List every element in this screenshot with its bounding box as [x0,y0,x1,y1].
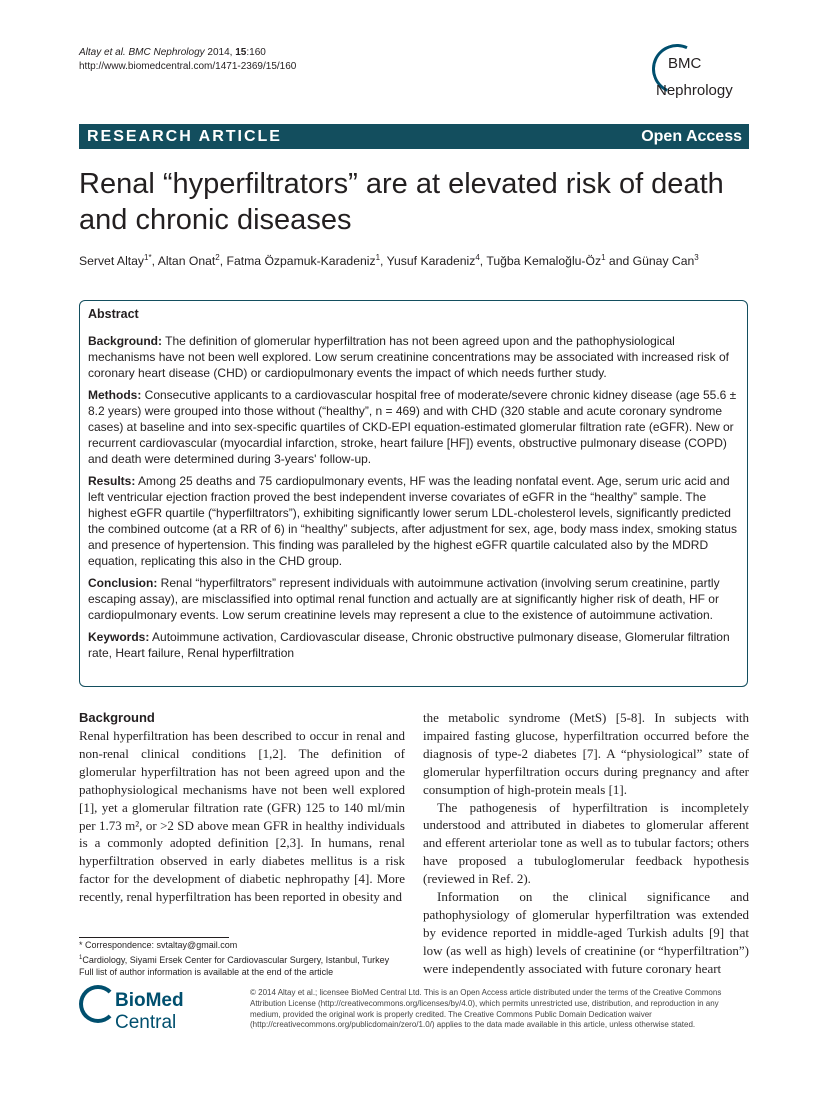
abstract-conclusion [88,575,740,623]
citation-issue: :160 [246,47,266,58]
author-affiliation-sup: 2 [215,253,220,262]
author-name: Yusuf Karadeniz [386,254,476,269]
body-column-right [423,709,749,978]
section-text: Renal “hyperfiltrators” represent individuals with autoimmune activation (involving serum creatinine, partly escaping assay), are misclassified into optimal renal function and actually are at significantly higher risk of death, HF or cardiopulmonary events. Low serum creatinine levels may represent a clue to the existence of autoimmune activation. [88,576,720,622]
citation-volume: 15 [235,47,247,58]
logo-normal: Central [115,1012,177,1033]
author-name: Altan Onat [157,254,216,269]
abstract-results [88,473,740,569]
body-paragraph: Renal hyperfiltration has been described to occur in renal and non-renal clinical conditions [1,2]. The definition of glomerular hyperfiltration has not been agreed upon and the pathophysiological mechanisms have not been well explored [1], yet a glomerular filtration rate (GFR) 125 to 140 ml/min per 1.73 m², or >2 SD above mean GFR in healthy individuals is a commonly adopted definition [2,3]. In humans, renal hyperfiltration observed in early diabetes mellitus is a risk factor for the development of diabetic nephropathy [4]. More recently, renal hyperfiltration has been reported in obesity and [79,728,405,905]
body-paragraph: the metabolic syndrome (MetS) [5-8]. In subjects with impaired fasting glucose, hyperfiltration occurred before the diagnosis of type-2 diabetes [7]. A “physiological” state of glomerular hyperfiltration occurs during pregnancy and after consumption of high-protein meals [1]. [423,710,749,797]
research-article-label: RESEARCH ARTICLE [87,128,282,145]
author-separator: and [605,254,633,269]
author-affiliation-sup: 1* [144,253,152,262]
section-text: The definition of glomerular hyperfiltration has not been agreed upon and the pathophysiological mechanisms have not been well explored. Low serum creatinine concentrations may be associated with increased risk of coronary heart disease (CHD) or cardiopulmonary events the impact of which needs further study. [88,334,729,380]
license-text: © 2014 Altay et al.; licensee BioMed Central Ltd. This is an Open Access article distributed under the terms of the Creative Commons Attribution License (http://creativecommons.org/licenses/by/4.0), which permits unrestricted use, distribution, and reproduction in any medium, provided the original work is properly credited. The Creative Commons Public Domain Dedication waiver (http://creativecommons.org/publicdomain/zero/1.0/) applies to the data made available in this article, unless otherwise stated. [250,988,722,1030]
full-list-note: Full list of author information is available at the end of the article [79,967,334,977]
section-label: Keywords: [88,630,150,644]
logo-bmc-text: BMC [668,55,702,72]
logo-journal-text: Nephrology [656,82,733,99]
biomed-central-logo [79,985,239,1033]
author-name: Günay Can [632,254,695,269]
article-url[interactable]: http://www.biomedcentral.com/1471-2369/15/160 [79,61,297,72]
section-text: Among 25 deaths and 75 cardiopulmonary events, HF was the leading nonfatal event. Age, serum uric acid and left ventricular ejection fraction proved the best independent inverse covariates of eGFR in the “healthy” sample. The highest eGFR quartile (“hyperfiltrators”), exhibiting significantly lower serum LDL-cholesterol levels, significantly predicted the combined outcome (at a RR of 6) in “healthy” subjects, after adjustment for sex, age, body mass index, smoking status and presence of hypertension. This finding was paralleled by the highest eGFR quartile calculated also by the MDRD equation, replicating this also in the CHD group. [88,474,737,568]
author-name: Servet Altay [79,254,145,269]
section-text: Autoimmune activation, Cardiovascular disease, Chronic obstructive pulmonary disease, Glomerular filtration rate, Heart failure, Renal hyperfiltration [88,630,730,660]
section-label: Methods: [88,388,142,402]
background-heading: Background [79,710,155,725]
author-affiliation-sup: 4 [475,253,480,262]
footnote-divider [79,937,229,938]
abstract-methods [88,387,740,467]
article-type-banner [79,124,749,149]
citation-year: 2014, [204,47,236,58]
citation-header [79,46,296,74]
author-affiliation-sup: 3 [694,253,699,262]
section-label: Results: [88,474,136,488]
author-list [79,249,769,270]
body-paragraph: The pathogenesis of hyperfiltration is incompletely understood and attributed in diabetes to glomerular afferent and efferent arteriolar tone as well as to tubular factors; others have proposed a tubuloglomerular feedback hypothesis (reviewed in Ref. 2). [423,799,749,887]
abstract-keywords [88,629,740,661]
author-separator: , [151,254,158,269]
author-separator: , [219,254,227,269]
section-text: Consecutive applicants to a cardiovascular hospital free of moderate/severe chronic kidney disease (age 55.6 ± 8.2 years) were grouped into those without (“healthy”, n = 469) and with CHD (320 stable and acute coronary syndrome cases) at baseline and into sex-specific quartiles of CKD-EPI equation-estimated glomerular filtration rate (eGFR). New or recurrent cardiovascular (myocardial infarction, stroke, heart failure [HF]) events, obstructive pulmonary disease (COPD) and death were determined during 3-years' follow-up. [88,388,737,466]
abstract-body [88,333,740,667]
author-separator: , [380,254,387,269]
citation-line [79,46,296,60]
author-separator: , [479,254,487,269]
author-affiliation-sup: 1 [601,253,606,262]
correspondence-note: * Correspondence: svtaltay@gmail.com [79,940,238,950]
author-name: Tuğba Kemaloğlu-Öz [486,254,602,269]
affiliation-note [79,952,409,967]
footnotes [79,939,409,979]
body-column-left [79,710,405,906]
section-label: Background: [88,334,163,348]
author-name: Fatma Özpamuk-Karadeniz [226,254,376,269]
affiliation-text: Cardiology, Siyami Ersek Center for Cardiovascular Surgery, Istanbul, Turkey [82,954,390,965]
citation-authors: Altay et al. [79,47,126,58]
logo-bold: BioMed [115,990,184,1011]
body-paragraph: Information on the clinical significance and pathophysiology of glomerular hyperfiltration was extended by evidence reported in middle-aged Turkish adults [9] that low (as well as high) levels of creatinine (or “hyperfiltration”) were independently associated with future coronary heart [423,889,749,976]
biomed-circle-icon [79,985,117,1023]
biomed-logo-text [115,990,239,1034]
article-title: Renal “hyperfiltrators” are at elevated risk of death and chronic diseases [79,168,724,236]
abstract-box [79,300,748,687]
author-affiliation-sup: 1 [375,253,381,262]
citation-journal: BMC Nephrology [128,47,205,58]
open-access-label: Open Access [641,128,742,145]
affiliation-sup: 1 [79,954,83,961]
journal-logo [652,40,752,100]
abstract-heading: Abstract [88,307,139,321]
section-label: Conclusion: [88,576,158,590]
abstract-background [88,333,740,381]
